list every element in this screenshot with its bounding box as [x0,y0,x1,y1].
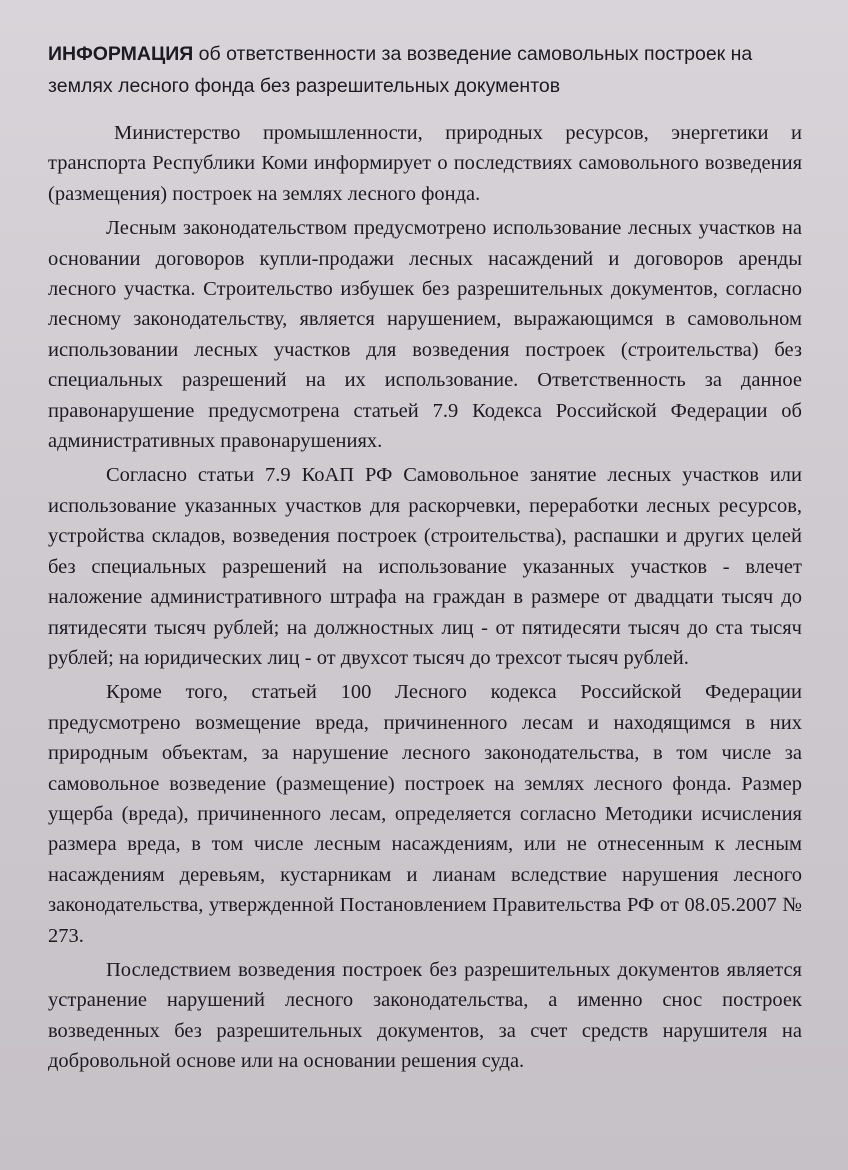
document-title-rest: об ответственности за возведение самовольных построек на землях лесного фонда без разрешительных документов [48,43,753,97]
paragraph-consequences: Последствием возведения построек без разрешительных документов является устранение нарушений лесного законодательства, а именно снос построек возведенных без разрешительных документов, за счет средств нарушителя на добровольной основе или на основании решения суда. [48,958,802,1073]
paragraph-forest-law: Лесным законодательством предусмотрено использование лесных участков на основании договоров купли-продажи лесных насаждений и договоров аренды лесного участка. Строительство избушек без разрешительных документов, согласно лесному законодательству, является нарушением, выражающимся в самовольном использовании лесных участков для возведения построек (строительства) без специальных разрешений на их использование. Ответственность за данное правонарушение предусмотрена статьей 7.9 Кодекса Российской Федерации об административных правонарушениях. [48,217,802,453]
document-title [48,38,802,102]
paragraph-ministry-info: Министерство промышленности, природных ресурсов, энергетики и транспорта Республики Коми информирует о последствиях самовольного возведения (размещения) построек на землях лесного фонда. [48,122,802,205]
paragraph-damage-compensation: Кроме того, статьей 100 Лесного кодекса Российской Федерации предусмотрено возмещение вреда, причиненного лесам и находящимся в них природным объектам, за нарушение лесного законодательства, в том числе за самовольное возведение (размещение) построек на землях лесного фонда. Размер ущерба (вреда), причиненного лесам, определяется согласно Методики исчисления размера вреда, в том числе лесным насаждениям, или не отнесенным к лесным насаждениям деревьям, кустарникам и лианам вследствие нарушения лесного законодательства, утвержденной Постановлением Правительства РФ от 08.05.2007 № 273. [48,681,802,947]
paragraph-koap-article: Согласно статьи 7.9 КоАП РФ Самовольное занятие лесных участков или использование указанных участков для раскорчевки, переработки лесных ресурсов, устройства складов, возведения построек (строительства), распашки и других целей без специальных разрешений на использование указанных участков - влечет наложение административного штрафа на граждан в размере от двадцати тысяч до пятидесяти тысяч рублей; на должностных лиц - от пятидесяти тысяч до ста тысяч рублей; на юридических лиц - от двухсот тысяч до трехсот тысяч рублей. [48,464,802,669]
document-title-lead: ИНФОРМАЦИЯ [48,43,194,65]
